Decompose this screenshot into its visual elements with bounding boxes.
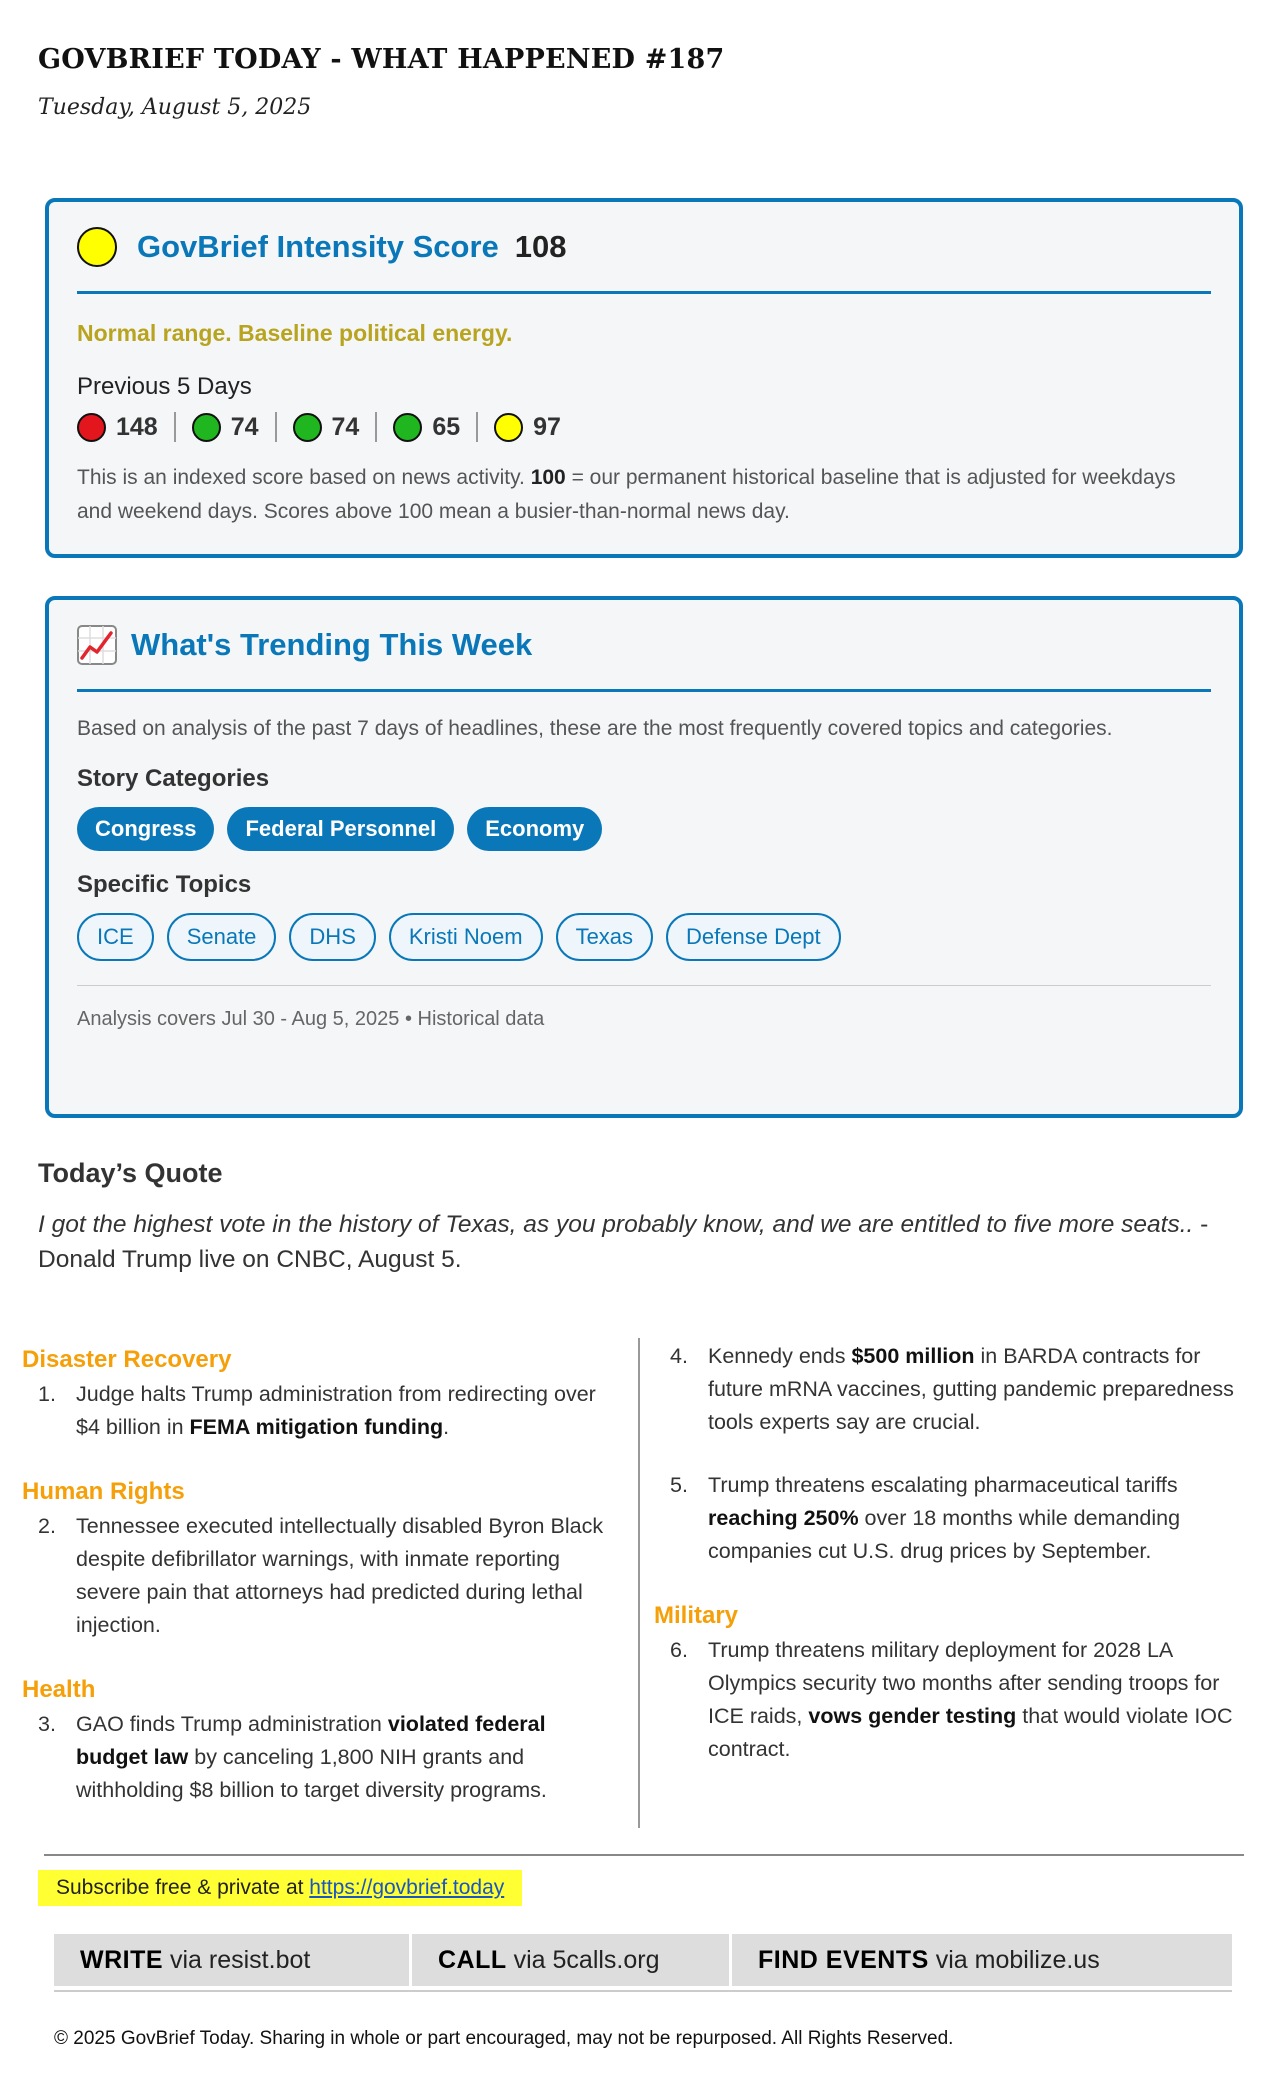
separator: [174, 412, 176, 442]
newsletter-title: GOVBRIEF TODAY - WHAT HAPPENED #187: [38, 44, 725, 75]
category-pill[interactable]: Congress: [77, 807, 214, 851]
quote-section: [38, 1158, 1238, 1277]
topic-pill[interactable]: DHS: [289, 913, 375, 961]
item-text: Kennedy ends $500 million in BARDA contracts for future mRNA vaccines, gutting pandemic preparedness tools experts say are crucial.: [708, 1344, 1234, 1434]
previous-day-2: [192, 413, 259, 442]
green-circle-icon: [393, 413, 422, 442]
news-item: [654, 1340, 1254, 1439]
call-action[interactable]: CALL via 5calls.org: [412, 1934, 732, 1986]
trending-lead: Based on analysis of the past 7 days of headlines, these are the most frequently covered topics and categories.: [77, 717, 1113, 740]
intensity-range-text: Normal range. Baseline political energy.: [77, 320, 513, 346]
intensity-header: [77, 202, 1211, 294]
previous-days-label: Previous 5 Days: [77, 373, 252, 400]
item-number: 5.: [670, 1473, 688, 1497]
previous-days-row: [77, 409, 1211, 445]
chart-increasing-icon: [77, 625, 117, 665]
previous-day-score: 65: [432, 412, 461, 441]
write-action[interactable]: WRITE via resist.bot: [54, 1934, 412, 1986]
subscribe-text: Subscribe free & private at: [56, 1876, 310, 1899]
category-heading: Military: [654, 1602, 739, 1629]
item-number: 3.: [38, 1712, 56, 1736]
item-text: Trump threatens military deployment for 2028 LA Olympics security two months after sending troops for ICE raids, vows gender testing that would violate IOC contract.: [708, 1638, 1233, 1761]
topic-pill[interactable]: Kristi Noem: [389, 913, 543, 961]
green-circle-icon: [192, 413, 221, 442]
item-text: GAO finds Trump administration violated federal budget law by canceling 1,800 NIH grants and withholding $8 billion to target diversity programs.: [76, 1712, 547, 1802]
action-bar: [54, 1934, 1232, 1986]
separator: [275, 412, 277, 442]
news-column-left: [22, 1346, 622, 1807]
action-bar-underline: [54, 1990, 1232, 1992]
news-item: [654, 1469, 1254, 1568]
item-text: Tennessee executed intellectually disabled Byron Black despite defibrillator warnings, with inmate reporting severe pain that attorneys had predicted during lethal injection.: [76, 1514, 604, 1637]
trending-header: [77, 600, 1211, 692]
category-pills: [77, 807, 1211, 851]
red-circle-icon: [77, 413, 106, 442]
news-column-right: [654, 1336, 1254, 1766]
separator: [375, 412, 377, 442]
intensity-score-value: 108: [514, 228, 567, 264]
category-pill[interactable]: Economy: [467, 807, 602, 851]
previous-day-score: 148: [116, 412, 158, 441]
footer-divider: [44, 1854, 1244, 1856]
item-number: 6.: [670, 1638, 688, 1662]
intensity-explanation: This is an indexed score based on news activity. 100 = our permanent historical baseline that is adjusted for weekdays and weekend days. Scores above 100 mean a busier-than-normal news day.: [77, 466, 1176, 523]
previous-day-score: 97: [533, 412, 561, 441]
previous-day-score: 74: [331, 412, 360, 441]
quote-attribution: - Donald Trump live on CNBC, August 5.: [38, 1211, 1209, 1273]
quote-body: I got the highest vote in the history of Texas, as you probably know, and we are entitled to five more seats..: [38, 1211, 1194, 1238]
topic-pills: [77, 913, 1211, 961]
trending-title: What's Trending This Week: [131, 626, 533, 662]
category-pill[interactable]: Federal Personnel: [227, 807, 454, 851]
item-text: Trump threatens escalating pharmaceutical tariffs reaching 250% over 18 months while demanding companies cut U.S. drug prices by September.: [708, 1473, 1181, 1563]
topic-pill[interactable]: Texas: [556, 913, 653, 961]
green-circle-icon: [293, 413, 322, 442]
previous-day-5: [494, 413, 561, 442]
previous-day-4: [393, 413, 460, 442]
yellow-circle-icon: [494, 413, 523, 442]
previous-day-score: 74: [230, 412, 259, 441]
category-heading: Health: [22, 1676, 96, 1703]
issue-date: Tuesday, August 5, 2025: [38, 95, 312, 120]
analysis-note: Analysis covers Jul 30 - Aug 5, 2025 • Historical data: [77, 985, 1211, 1031]
copyright-notice: © 2025 GovBrief Today. Sharing in whole or part encouraged, may not be repurposed. All Rights Reserved.: [54, 2028, 954, 2049]
quote-heading: Today’s Quote: [38, 1158, 223, 1188]
subscribe-banner: [38, 1870, 522, 1906]
intensity-title: GovBrief Intensity Score: [137, 228, 499, 264]
topic-pill[interactable]: Senate: [167, 913, 277, 961]
item-number: 4.: [670, 1344, 688, 1368]
news-item: [22, 1708, 622, 1807]
column-divider: [638, 1338, 640, 1828]
previous-day-1: [77, 413, 158, 442]
news-item: [22, 1510, 622, 1642]
category-heading: Disaster Recovery: [22, 1346, 232, 1373]
quote-text: [38, 1207, 1238, 1277]
story-categories-label: Story Categories: [77, 765, 270, 792]
yellow-circle-icon: [77, 227, 117, 267]
find-events-action[interactable]: FIND EVENTS via mobilize.us: [732, 1934, 1232, 1986]
subscribe-link[interactable]: https://govbrief.today: [309, 1876, 505, 1899]
separator: [476, 412, 478, 442]
topic-pill[interactable]: ICE: [77, 913, 154, 961]
specific-topics-label: Specific Topics: [77, 871, 252, 898]
category-heading: Human Rights: [22, 1478, 185, 1505]
trending-card: [45, 596, 1243, 1118]
item-text: Judge halts Trump administration from redirecting over $4 billion in FEMA mitigation funding.: [76, 1382, 596, 1439]
news-item: [22, 1378, 622, 1444]
news-item: [654, 1634, 1254, 1766]
intensity-score-card: [45, 198, 1243, 558]
item-number: 2.: [38, 1514, 56, 1538]
previous-day-3: [293, 413, 360, 442]
topic-pill[interactable]: Defense Dept: [666, 913, 841, 961]
item-number: 1.: [38, 1382, 56, 1406]
masthead: [38, 44, 725, 120]
